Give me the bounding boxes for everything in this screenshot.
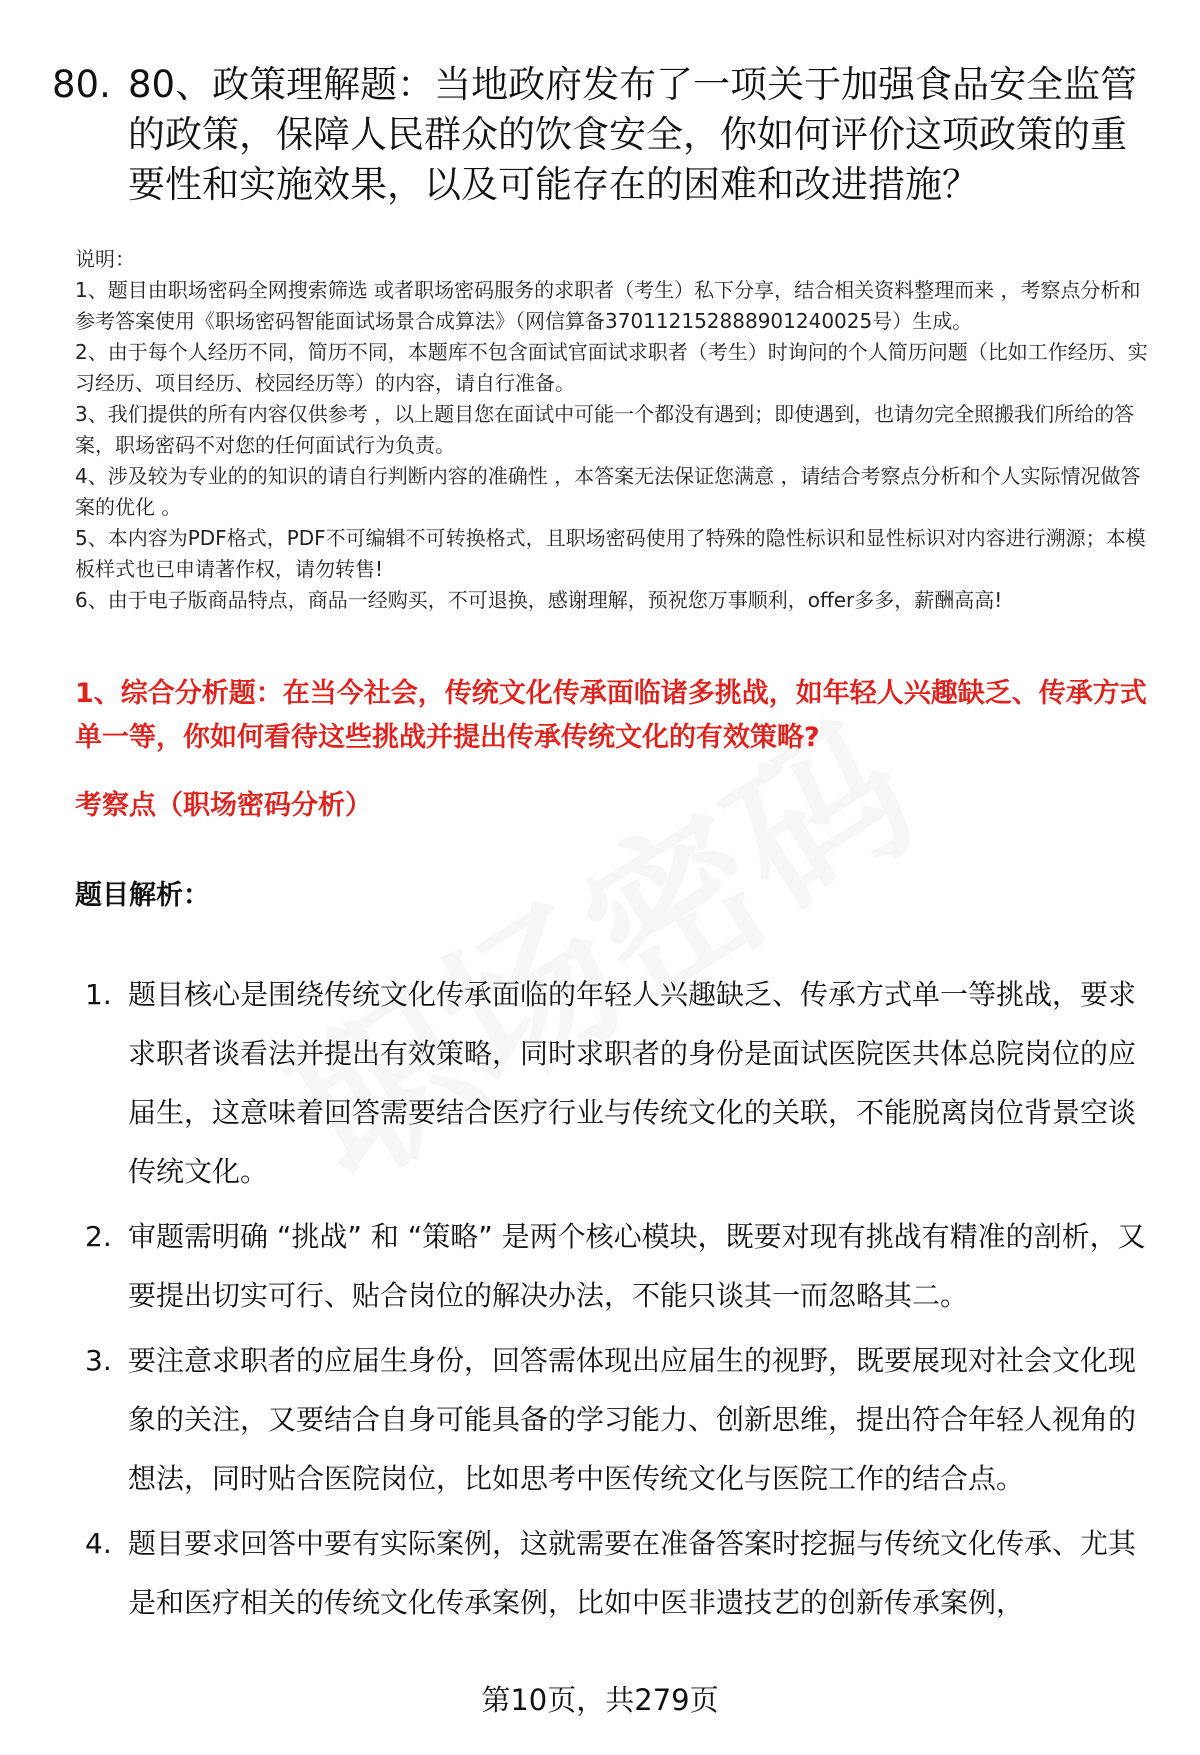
list-item-number: 3. [85,1344,112,1377]
list-item-text: 题目要求回答中要有实际案例，这就需要在准备答案时挖掘与传统文化传承、尤其是和医疗相关的传统文化传承案例，比如中医非遗技艺的创新传承案例， [128,1527,1137,1619]
list-item-text: 题目核心是围绕传统文化传承面临的年轻人兴趣缺乏、传承方式单一等挑战，要求求职者谈看法并提出有效策略，同时求职者的身份是面试医院医共体总院岗位的应届生，这意味着回答需要结合医疗行业与传统文化的关联，不能脱离岗位背景空谈传统文化。 [128,978,1137,1188]
list-item [75,1207,1160,1325]
notice-item: 3、我们提供的所有内容仅供参考 ，以上题目您在面试中可能一个都没有遇到；即使遇到，也请勿完全照搬我们所给的答案，职场密码不对您的任何面试行为负责。 [75,402,1135,457]
list-item-number: 4. [85,1527,112,1560]
page-footer: 第10页，共279页 [481,1683,719,1717]
notice-item: 1、题目由职场密码全网搜索筛选 或者职场密码服务的求职者（考生）私下分享，结合相关资料整理而来 ，考察点分析和参考答案使用《职场密码智能面试场景合成算法》（网信算备370112152888901240025号）生成。 [75,278,1141,333]
list-item [75,1514,1160,1632]
list-item [75,1331,1160,1508]
notice-heading: 说明： [75,247,135,271]
notice-block [75,244,1160,616]
section-heading: 考察点（职场密码分析） [75,790,372,821]
list-item-number: 2. [85,1220,112,1253]
analysis-list [75,965,1160,1638]
notice-item: 2、由于每个人经历不同，简历不同，本题库不包含面试官面试求职者（考生）时询问的个人简历问题（比如工作经历、实习经历、项目经历、校园经历等）的内容，请自行准备。 [75,340,1148,395]
list-item-text: 要注意求职者的应届生身份，回答需体现出应届生的视野，既要展现对社会文化现象的关注，又要结合自身可能具备的学习能力、创新思维，提出符合年轻人视角的想法，同时贴合医院岗位，比如思考中医传统文化与医院工作的结合点。 [128,1344,1137,1495]
list-item [75,965,1160,1201]
question-title-text: 80、政策理解题：当地政府发布了一项关于加强食品安全监管的政策，保障人民群众的饮食安全，你如何评价这项政策的重要性和实施效果，以及可能存在的困难和改进措施？ [128,63,1138,206]
notice-item: 6、由于电子版商品特点，商品一经购买，不可退换，感谢理解，预祝您万事顺利，offer多多，薪酬高高! [75,588,1003,612]
list-item-number: 1. [85,978,112,1011]
question-title [52,60,1152,210]
notice-item: 4、涉及较为专业的的知识的请自行判断内容的准确性 ，本答案无法保证您满意 ，请结合考察点分析和个人实际情况做答案的优化 。 [75,464,1141,519]
interview-question: 1、综合分析题：在当今社会，传统文化传承面临诸多挑战，如年轻人兴趣缺乏、传承方式单一等，你如何看待这些挑战并提出传承传统文化的有效策略? [75,678,1147,753]
question-number: 80. [52,63,111,106]
analysis-heading: 题目解析： [75,880,210,911]
list-item-text: 审题需明确 “挑战” 和 “策略” 是两个核心模块，既要对现有挑战有精准的剖析，又要提出切实可行、贴合岗位的解决办法，不能只谈其一而忽略其二。 [128,1220,1146,1312]
notice-item: 5、本内容为PDF格式，PDF不可编辑不可转换格式，且职场密码使用了特殊的隐性标识和显性标识对内容进行溯源；本模板样式也已申请著作权，请勿转售! [75,526,1146,581]
